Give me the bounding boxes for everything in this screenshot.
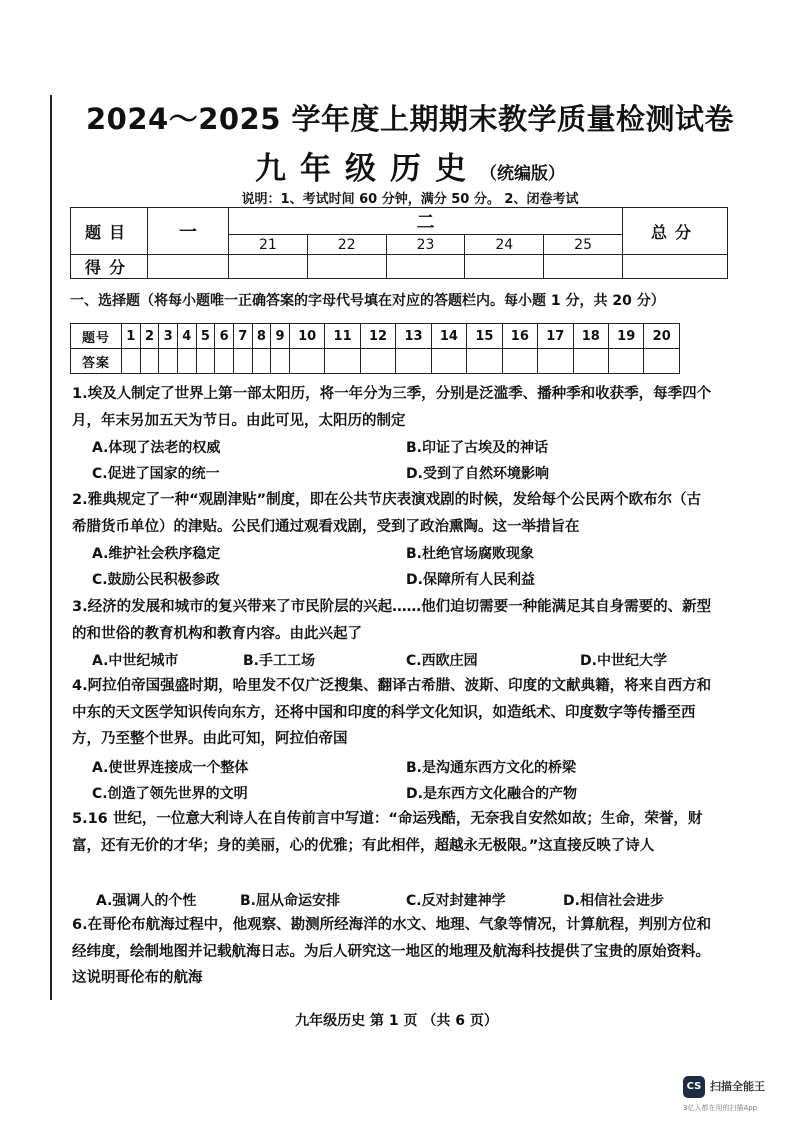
score-cell[interactable]	[544, 255, 623, 279]
answer-cell[interactable]	[644, 349, 680, 374]
scanner-app-name: 扫描全能王	[710, 1080, 765, 1093]
question-3-option-c[interactable]: C.西欧庄园	[406, 653, 478, 669]
question-5-stem: 5.16 世纪，一位意大利诗人在自传前言中写道：“命运残酷，无奈我自安然如故；生命，荣誉，财富，还有无价的才华；身的美丽，心的优雅；有此相伴，超越永无极限。”这直接反映了诗人	[72, 811, 703, 854]
question-5-option-d[interactable]: D.相信社会进步	[563, 893, 664, 909]
answer-grid-number: 11	[325, 324, 360, 349]
score-cell[interactable]	[307, 255, 386, 279]
question-3-option-d[interactable]: D.中世纪大学	[580, 653, 667, 669]
answer-cell[interactable]	[431, 349, 466, 374]
answer-grid-number: 3	[159, 324, 178, 349]
answer-grid-number: 16	[502, 324, 537, 349]
score-table-sub-col: 24	[465, 235, 544, 255]
score-cell[interactable]	[465, 255, 544, 279]
question-3-option-a[interactable]: A.中世纪城市	[92, 653, 179, 669]
scanner-logo-icon: CS	[683, 1076, 705, 1098]
answer-cell[interactable]	[271, 349, 290, 374]
question-4-option-d[interactable]: D.是东西方文化融合的产物	[406, 786, 577, 802]
scanner-tagline: 3亿人都在用的扫描App	[683, 1104, 758, 1112]
score-table-sub-col: 22	[307, 235, 386, 255]
score-cell[interactable]	[148, 255, 229, 279]
answer-grid-number: 17	[538, 324, 573, 349]
answer-grid-ans-label: 答案	[71, 349, 122, 374]
question-2-option-a[interactable]: A.维护社会秩序稳定	[92, 546, 221, 562]
binding-line	[50, 95, 52, 1000]
answer-grid-number: 12	[360, 324, 395, 349]
score-table-sub-col: 21	[229, 235, 308, 255]
question-5-option-b[interactable]: B.屈从命运安排	[240, 893, 340, 909]
question-4-stem: 4.阿拉伯帝国强盛时期，哈里发不仅广泛搜集、翻译古希腊、波斯、印度的文献典籍，将来自西方和中东的天文医学知识传向东方，还将中国和印度的科学文化知识，如造纸术、印度数字等传播至西方，乃至整个世界。由此可知，阿拉伯帝国	[72, 678, 712, 747]
answer-cell[interactable]	[608, 349, 643, 374]
answer-cell[interactable]	[360, 349, 395, 374]
score-table-col-one: 一	[148, 208, 229, 255]
answer-grid-number: 19	[608, 324, 643, 349]
answer-grid-number: 20	[644, 324, 680, 349]
answer-cell[interactable]	[538, 349, 573, 374]
question-2-option-d[interactable]: D.保障所有人民利益	[406, 572, 535, 588]
exam-subtitle	[60, 143, 760, 188]
score-cell[interactable]	[229, 255, 308, 279]
question-5-option-a[interactable]: A.强调人的个性	[96, 893, 197, 909]
answer-grid-number: 7	[233, 324, 252, 349]
subject-title: 九年级历史	[255, 151, 480, 187]
answer-grid-number: 4	[177, 324, 196, 349]
score-table-sub-col: 23	[386, 235, 465, 255]
answer-cell[interactable]	[573, 349, 608, 374]
answer-cell[interactable]	[159, 349, 178, 374]
answer-cell[interactable]	[196, 349, 215, 374]
answer-grid-num-label: 题号	[71, 324, 122, 349]
answer-cell[interactable]	[502, 349, 537, 374]
exam-title: 2024～2025 学年度上期期末教学质量检测试卷	[85, 102, 735, 136]
answer-grid-number: 8	[252, 324, 271, 349]
score-cell[interactable]	[623, 255, 728, 279]
question-4-option-a[interactable]: A.使世界连接成一个整体	[92, 760, 249, 776]
answer-cell[interactable]	[177, 349, 196, 374]
answer-grid-number: 10	[289, 324, 324, 349]
answer-cell[interactable]	[233, 349, 252, 374]
page-footer: 九年级历史 第 1 页 （共 6 页）	[295, 1013, 498, 1029]
answer-cell[interactable]	[215, 349, 234, 374]
question-5-option-c[interactable]: C.反对封建神学	[406, 893, 506, 909]
answer-grid-number: 9	[271, 324, 290, 349]
score-table-col-two: 二	[229, 208, 623, 235]
answer-cell[interactable]	[467, 349, 502, 374]
question-2-stem: 2.雅典规定了一种“观剧津贴”制度，即在公共节庆表演戏剧的时候，发给每个公民两个欧布尔（古希腊货币单位）的津贴。公民们通过观看戏剧，受到了政治熏陶。这一举措旨在	[72, 492, 702, 535]
question-2-option-c[interactable]: C.鼓励公民积极参政	[92, 572, 220, 588]
answer-cell[interactable]	[252, 349, 271, 374]
edition-label: （统编版）	[480, 164, 565, 184]
section-heading: 一、选择题（将每小题唯一正确答案的字母代号填在对应的答题栏内。每小题 1 分，共 20 分）	[70, 293, 665, 309]
answer-grid-number: 5	[196, 324, 215, 349]
answer-grid-number: 18	[573, 324, 608, 349]
exam-notes: 说明：1、考试时间 60 分钟，满分 50 分。 2、闭卷考试	[241, 192, 579, 207]
answer-grid	[70, 323, 680, 374]
answer-grid-number: 13	[396, 324, 431, 349]
answer-grid-number: 2	[140, 324, 159, 349]
score-table-item-label: 题目	[71, 208, 148, 255]
question-3-option-b[interactable]: B.手工工场	[243, 653, 315, 669]
question-4-option-b[interactable]: B.是沟通东西方文化的桥梁	[406, 760, 576, 776]
question-3-stem: 3.经济的发展和城市的复兴带来了市民阶层的兴起……他们迫切需要一种能满足其自身需要的、新型的和世俗的教育机构和教育内容。由此兴起了	[72, 599, 712, 642]
question-1-option-d[interactable]: D.受到了自然环境影响	[406, 466, 549, 482]
question-1-option-c[interactable]: C.促进了国家的统一	[92, 466, 220, 482]
question-1-option-b[interactable]: B.印证了古埃及的神话	[406, 440, 548, 456]
answer-cell[interactable]	[140, 349, 159, 374]
question-1-option-a[interactable]: A.体现了法老的权威	[92, 440, 221, 456]
answer-cell[interactable]	[122, 349, 141, 374]
score-table-total-label: 总分	[623, 208, 728, 255]
question-1-stem: 1.埃及人制定了世界上第一部太阳历，将一年分为三季，分别是泛滥季、播种季和收获季，每季四个月，年末另加五天为节日。由此可见，太阳历的制定	[72, 386, 712, 429]
answer-grid-number: 14	[431, 324, 466, 349]
question-4-option-c[interactable]: C.创造了领先世界的文明	[92, 786, 248, 802]
answer-cell[interactable]	[325, 349, 360, 374]
score-table-sub-col: 25	[544, 235, 623, 255]
score-table	[70, 207, 728, 279]
question-6-stem: 6.在哥伦布航海过程中，他观察、勘测所经海洋的水文、地理、气象等情况，计算航程，判别方位和经纬度，绘制地图并记载航海日志。为后人研究这一地区的地理及航海科技提供了宝贵的原始资料。这说明哥伦布的航海	[72, 917, 712, 986]
score-table-score-label: 得分	[71, 255, 148, 279]
question-2-option-b[interactable]: B.杜绝官场腐败现象	[406, 546, 534, 562]
answer-grid-number: 15	[467, 324, 502, 349]
answer-cell[interactable]	[289, 349, 324, 374]
score-cell[interactable]	[386, 255, 465, 279]
answer-grid-number: 6	[215, 324, 234, 349]
answer-grid-number: 1	[122, 324, 141, 349]
answer-cell[interactable]	[396, 349, 431, 374]
